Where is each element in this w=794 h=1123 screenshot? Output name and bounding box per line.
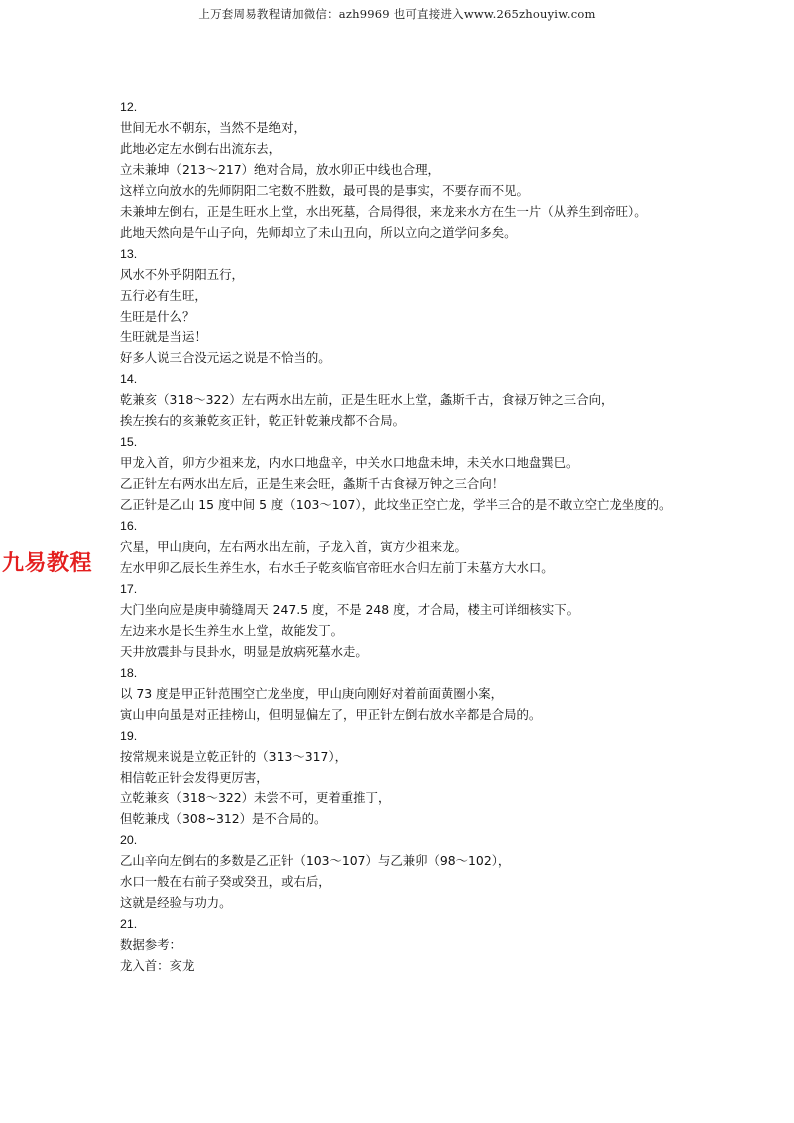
- section-number: 12.: [120, 100, 138, 114]
- text-line: 这样立向放水的先师阴阳二宅数不胜数，最可畏的是事实，不要存而不见。: [120, 182, 529, 198]
- text-line: 乾兼亥（318～322）左右两水出左前，正是生旺水上堂，螽斯千古，食禄万钟之三合向，: [120, 392, 614, 408]
- text-line: 乙正针是乙山 15 度中间 5 度（103～107），此坟坐正空亡龙，学半三合的是不敢立空亡龙坐度的。: [120, 497, 672, 513]
- text-line: 世间无水不朝东，当然不是绝对，: [120, 119, 306, 135]
- text-line: 以 73 度是甲正针范围空亡龙坐度，甲山庚向刚好对着前面黄圈小案，: [120, 685, 503, 701]
- text-line: 立乾兼亥（318～322）未尝不可，更着重推丁，: [120, 790, 391, 806]
- section-number: 16.: [120, 519, 138, 534]
- section-number: 15.: [120, 435, 138, 450]
- text-line: 甲龙入首，卯方少祖来龙，内水口地盘辛，中关水口地盘未坤，未关水口地盘巽巳。: [120, 455, 579, 471]
- text-line: 此地必定左水倒右出流东去，: [120, 140, 282, 156]
- watermark-logo: 九易教程: [2, 551, 93, 576]
- text-line: 相信乾正针会发得更厉害，: [120, 769, 269, 785]
- text-line: 这就是经验与功力。: [120, 895, 232, 911]
- section-number: 17.: [120, 581, 138, 596]
- text-line: 寅山申向虽是对正挂榜山，但明显偏左了，甲正针左倒右放水辛都是合局的。: [120, 706, 542, 722]
- section-number: 14.: [120, 372, 138, 387]
- text-line: 龙入首：亥龙: [120, 958, 195, 974]
- text-line: 乙正针左右两水出左后，正是生来会旺，螽斯千古食禄万钟之三合向！: [120, 476, 505, 492]
- text-line: 左水甲卯乙辰长生养生水，右水壬子乾亥临官帝旺水合归左前丁未墓方大水口。: [120, 559, 554, 575]
- section-number: 19.: [120, 728, 138, 743]
- text-line: 风水不外乎阴阳五行，: [120, 266, 244, 282]
- section-number: 18.: [120, 665, 138, 680]
- text-line: 好多人说三合没元运之说是不恰当的。: [120, 350, 331, 366]
- text-line: 未兼坤左倒右，正是生旺水上堂，水出死墓，合局得很，来龙来水方在生一片（从养生到帝旺）。: [120, 203, 647, 219]
- text-line: 此地天然向是午山子向，先师却立了未山丑向，所以立向之道学问多矣。: [120, 224, 517, 240]
- text-line: 挨左挨右的亥兼乾亥正针，乾正针乾兼戌都不合局。: [120, 413, 405, 429]
- text-line: 乙山辛向左倒右的多数是乙正针（103～107）与乙兼卯（98～102），: [120, 853, 511, 869]
- document-body: [120, 97, 680, 977]
- text-line: 天井放震卦与艮卦水，明显是放病死墓水走。: [120, 643, 368, 659]
- text-line: 但乾兼戌（308~312）是不合局的。: [120, 811, 327, 827]
- text-line: 生旺是什么？: [120, 308, 195, 324]
- text-line: 水口一般在右前子癸或癸丑，或右后，: [120, 874, 331, 890]
- text-line: 立未兼坤（213～217）绝对合局，放水卯正中线也合理，: [120, 161, 440, 177]
- text-line: 穴星，甲山庚向，左右两水出左前，子龙入首，寅方少祖来龙。: [120, 539, 467, 555]
- text-line: 数据参考：: [120, 937, 182, 953]
- section-number: 13.: [120, 246, 138, 261]
- section-number: 20.: [120, 833, 138, 848]
- text-line: 左边来水是长生养生水上堂，故能发丁。: [120, 622, 344, 638]
- text-line: 生旺就是当运！: [120, 329, 207, 345]
- page-header: 上万套周易教程请加微信：azh9969 也可直接进入www.265zhouyiw.com: [198, 7, 596, 21]
- section-number: 21.: [120, 917, 138, 932]
- text-line: 大门坐向应是庚申骑缝周天 247.5 度，不是 248 度，才合局，楼主可详细核实下。: [120, 601, 579, 617]
- text-line: 五行必有生旺，: [120, 287, 207, 303]
- text-line: 按常规来说是立乾正针的（313～317），: [120, 748, 347, 764]
